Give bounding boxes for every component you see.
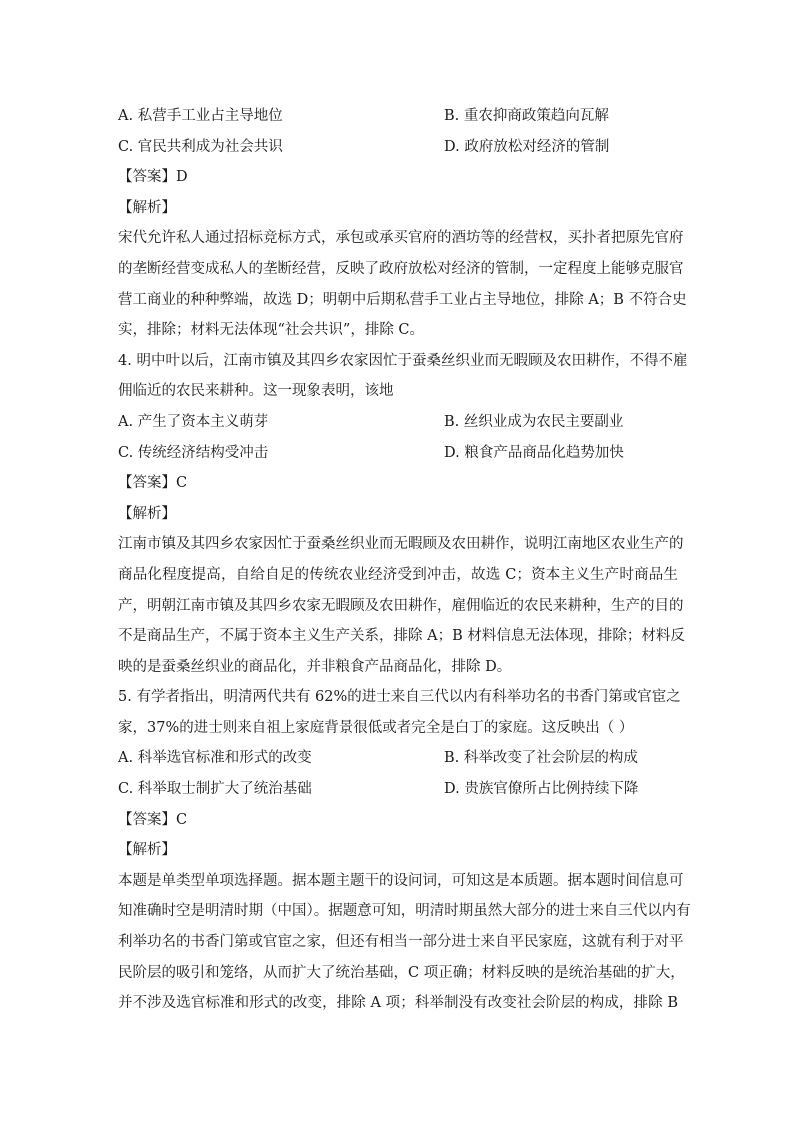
page-content bbox=[118, 101, 691, 1019]
q4-analysis-line: 江南市镇及其四乡农家因忙于蚕桑丝织业而无暇顾及农田耕作，说明江南地区农业生产的 bbox=[118, 536, 684, 553]
q5-options-row-2 bbox=[118, 774, 678, 805]
q3-options-row-1 bbox=[118, 101, 678, 132]
q5-analysis-line: 并不涉及选官标准和形式的改变，排除 A 项；科举制没有改变社会阶层的构成，排除 B bbox=[118, 995, 678, 1012]
q4-options-row-2 bbox=[118, 438, 678, 469]
q4-analysis-line: 映的是蚕桑丝织业的商品化，并非粮食产品商品化，排除 D。 bbox=[118, 658, 512, 675]
q5-answer: 【答案】C bbox=[118, 811, 188, 828]
q4-option-b: B. 丝织业成为农民主要副业 bbox=[444, 413, 624, 430]
q4-option-c: C. 传统经济结构受冲击 bbox=[118, 444, 269, 461]
q5-options-row-1 bbox=[118, 743, 678, 774]
q5-option-c: C. 科举取士制扩大了统治基础 bbox=[118, 781, 312, 798]
q5-analysis-label: 【解析】 bbox=[118, 842, 176, 859]
q5-stem-line: 家，37%的进士则来自祖上家庭背景很低或者完全是白丁的家庭。这反映出（ ） bbox=[118, 719, 634, 736]
q3-analysis-line: 宋代允许私人通过招标竞标方式，承包或承买官府的酒坊等的经营权，买扑者把原先官府 bbox=[118, 230, 684, 247]
q5-option-a: A. 科举选官标准和形式的改变 bbox=[118, 750, 312, 767]
q4-answer: 【答案】C bbox=[118, 475, 188, 492]
q4-option-d: D. 粮食产品商品化趋势加快 bbox=[444, 444, 624, 461]
q4-stem-line: 4. 明中叶以后，江南市镇及其四乡农家因忙于蚕桑丝织业而无暇顾及农田耕作，不得不雇 bbox=[118, 352, 688, 369]
q5-analysis-line: 知准确时空是明清时期（中国）。据题意可知，明清时期虽然大部分的进士来自三代以内有 bbox=[118, 903, 691, 920]
q3-option-d: D. 政府放松对经济的管制 bbox=[444, 138, 610, 155]
q3-analysis-label: 【解析】 bbox=[118, 199, 176, 216]
q4-stem-line: 佣临近的农民来耕种。这一现象表明，该地 bbox=[118, 383, 394, 400]
q3-option-b: B. 重农抑商政策趋向瓦解 bbox=[444, 108, 609, 124]
q5-analysis-line: 利举功名的书香门第或官宦之家，但还有相当一部分进士来自平民家庭，这就有利于对平 bbox=[118, 934, 684, 951]
q4-options-row-1 bbox=[118, 407, 678, 438]
q4-option-a: A. 产生了资本主义萌芽 bbox=[118, 413, 269, 430]
q5-stem-line: 5. 有学者指出，明清两代共有 62%的进士来自三代以内有科举功名的书香门第或官宦之 bbox=[118, 689, 681, 706]
q5-option-d: D. 贵族官僚所占比例持续下降 bbox=[444, 781, 639, 798]
q5-analysis-line: 本题是单类型单项选择题。据本题主题干的设问词，可知这是本质题。据本题时间信息可 bbox=[118, 872, 684, 889]
q3-analysis-line: 的垄断经营变成私人的垄断经营，反映了政府放松对经济的管制，一定程度上能够克服官 bbox=[118, 260, 684, 277]
q5-analysis-line: 民阶层的吸引和笼络，从而扩大了统治基础，C 项正确；材料反映的是统治基础的扩大， bbox=[118, 964, 685, 981]
q3-options-row-2 bbox=[118, 132, 678, 163]
q3-answer: 【答案】D bbox=[118, 169, 188, 186]
q3-option-a: A. 私营手工业占主导地位 bbox=[118, 108, 283, 124]
q4-analysis-line: 不是商品生产，不属于资本主义生产关系，排除 A；B 材料信息无法体现，排除；材料反 bbox=[118, 628, 685, 645]
q5-option-b: B. 科举改变了社会阶层的构成 bbox=[444, 750, 638, 767]
q3-option-c: C. 官民共利成为社会共识 bbox=[118, 138, 283, 155]
q4-analysis-line: 产，明朝江南市镇及其四乡农家无暇顾及农田耕作，雇佣临近的农民来耕种，生产的目的 bbox=[118, 597, 684, 614]
q4-analysis-line: 商品化程度提高，自给自足的传统农业经济受到冲击，故选 C；资本主义生产时商品生 bbox=[118, 566, 678, 583]
q3-analysis-line: 营工商业的种种弊端，故选 D；明朝中后期私营手工业占主导地位，排除 A；B 不符合史 bbox=[118, 291, 687, 308]
q3-analysis-line: 实，排除；材料无法体现“社会共识”，排除 C。 bbox=[118, 322, 425, 339]
q4-analysis-label: 【解析】 bbox=[118, 505, 176, 522]
